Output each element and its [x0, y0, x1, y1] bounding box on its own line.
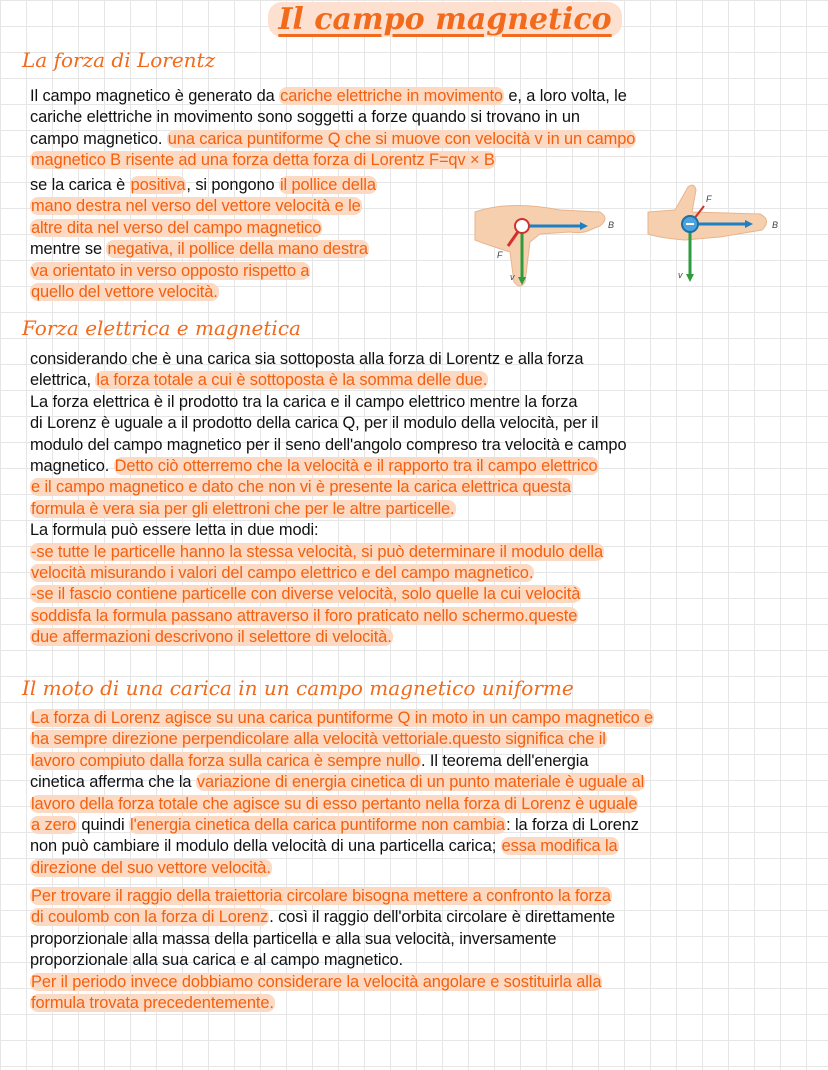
text-line — [30, 542, 626, 563]
text-line — [30, 907, 615, 928]
highlighted-text: Per trovare il raggio della traiettoria circolare bisogna mettere a confronto la forza — [31, 887, 611, 905]
heading-lorentz-force: La forza di Lorentz — [22, 48, 216, 72]
highlighted-text: e il campo magnetico e dato che non vi è presente la carica elettrica questa — [31, 478, 571, 497]
body-text: , si pongono — [186, 176, 279, 194]
body-text: La formula può essere letta in due modi: — [30, 521, 319, 540]
text-line — [30, 218, 377, 239]
text-line — [30, 239, 377, 260]
highlighted-text: cariche elettriche in movimento — [280, 87, 503, 105]
text-line — [30, 708, 654, 729]
highlighted-text: l'energia cinetica della carica puntiforme non cambia — [130, 815, 506, 834]
body-text: e, a loro volta, le — [503, 87, 627, 105]
text-line — [30, 729, 654, 750]
body-text: cinetica afferma che la — [30, 773, 196, 792]
highlighted-text: -se tutte le particelle hanno la stessa velocità, si può determinare il modulo della — [31, 542, 603, 561]
svg-text:B: B — [608, 220, 615, 230]
body-text: . così il raggio dell'orbita circolare è direttamente — [269, 908, 616, 927]
text-line — [30, 456, 626, 477]
text-line — [30, 150, 636, 171]
body-text: modulo del campo magnetico per il seno dell'angolo compreso tra velocità e campo — [30, 435, 627, 454]
highlighted-text: la forza totale a cui è sottoposta è la somma delle due. — [96, 371, 488, 390]
highlighted-text: il pollice della — [279, 176, 376, 194]
text-line — [30, 858, 654, 879]
text-line — [30, 815, 654, 836]
text-line — [30, 929, 615, 950]
right-hand-rule-figure — [470, 182, 815, 294]
text-line — [30, 196, 377, 217]
highlighted-text: a zero — [31, 815, 76, 834]
page-title: Il campo magnetico — [0, 2, 828, 37]
highlighted-text: -se il fascio contiene particelle con diverse velocità, solo quelle la cui velocità — [31, 585, 581, 604]
body-text: magnetico. — [30, 456, 114, 475]
body-text: non può cambiare il modulo della velocità di una particella carica; — [30, 837, 501, 856]
text-line — [30, 950, 615, 971]
body-text: mentre se — [30, 240, 107, 259]
highlighted-text: va orientato in verso opposto rispetto a — [31, 261, 310, 280]
text-line — [30, 584, 626, 605]
paragraph — [30, 86, 636, 172]
highlighted-text: formula trovata precedentemente. — [31, 993, 274, 1012]
text-line — [30, 772, 654, 793]
text-line — [30, 349, 626, 370]
paragraph — [30, 349, 626, 648]
highlighted-text: soddisfa la formula passano attraverso il foro praticato nello schermo.queste — [31, 606, 578, 625]
body-text: : la forza di Lorenz — [506, 815, 639, 834]
body-text: di Lorenz è uguale a il prodotto della carica Q, per il modulo della velocità, per il — [30, 414, 599, 433]
highlighted-text: Detto ciò otterremo che la velocità e il rapporto tra il campo elettrico — [114, 456, 598, 475]
highlighted-text: essa modifica la — [501, 837, 618, 856]
text-line — [30, 499, 626, 520]
body-text: campo magnetico. — [30, 129, 167, 148]
highlighted-text: lavoro compiuto dalla forza sulla carica è sempre nullo — [31, 751, 420, 770]
text-line — [30, 413, 626, 434]
highlighted-text: magnetico B risente ad una forza detta forza di Lorentz F=qv × B — [31, 151, 495, 170]
text-line — [30, 972, 615, 993]
text-line — [30, 836, 654, 857]
heading-uniform-field-motion: Il moto di una carica in un campo magnetico uniforme — [22, 676, 574, 700]
highlighted-text: formula è vera sia per gli elettroni che per le altre particelle. — [31, 499, 455, 518]
highlighted-text: positiva — [130, 176, 186, 194]
text-line — [30, 129, 636, 150]
text-line — [30, 370, 626, 391]
text-line — [30, 392, 626, 413]
highlighted-text: Per il periodo invece dobbiamo considerare la velocità angolare e sostituirla alla — [31, 972, 602, 991]
text-line — [30, 606, 626, 627]
body-text: La forza elettrica è il prodotto tra la carica e il campo elettrico mentre la forza — [30, 392, 578, 411]
highlighted-text: quello del vettore velocità. — [31, 282, 218, 301]
highlighted-text: una carica puntiforme Q che si muove con velocità v in un campo — [167, 129, 636, 148]
paragraph — [30, 886, 615, 1014]
body-text: Il campo magnetico è generato da — [30, 87, 280, 105]
highlighted-text: mano destra nel verso del vettore velocità e le — [31, 197, 361, 216]
body-text: proporzionale alla massa della particella e alla sua velocità, inversamente — [30, 929, 557, 948]
text-line — [30, 993, 615, 1014]
highlighted-text: variazione di energia cinetica di un punto materiale è uguale al — [196, 773, 645, 792]
svg-text:B: B — [772, 220, 779, 230]
highlighted-text: altre dita nel verso del campo magnetico — [31, 218, 322, 237]
body-text: . Il teorema dell'energia — [420, 751, 589, 770]
body-text: considerando che è una carica sia sottoposta alla forza di Lorentz e alla forza — [30, 350, 584, 368]
text-line — [30, 520, 626, 541]
text-line — [30, 86, 636, 107]
highlighted-text: direzione del suo vettore velocità. — [31, 858, 271, 877]
highlighted-text: di coulomb con la forza di Lorenz — [31, 908, 269, 927]
text-line — [30, 563, 626, 584]
text-line — [30, 261, 377, 282]
highlighted-text: negativa, il pollice della mano destra — [107, 240, 368, 259]
svg-text:v: v — [678, 270, 683, 280]
text-line — [30, 751, 654, 772]
positive-charge-icon — [515, 219, 529, 233]
highlighted-text: La forza di Lorenz agisce su una carica puntiforme Q in moto in un campo magnetico e — [31, 709, 654, 727]
text-line — [30, 627, 626, 648]
negative-charge-hand — [648, 185, 778, 282]
text-line — [30, 175, 377, 196]
highlighted-text: lavoro della forza totale che agisce su di esso pertanto nella forza di Lorenz è uguale — [31, 794, 638, 813]
body-text: quindi — [76, 815, 130, 834]
paragraph — [30, 175, 377, 303]
text-line — [30, 886, 615, 907]
body-text: elettrica, — [30, 371, 96, 390]
body-text: proporzionale alla sua carica e al campo magnetico. — [30, 951, 404, 970]
highlighted-text: velocità misurando i valori del campo elettrico e del campo magnetico. — [31, 563, 534, 582]
paragraph — [30, 708, 654, 879]
body-text: cariche elettriche in movimento sono soggetti a forze quando si trovano in un — [30, 108, 580, 127]
heading-electric-magnetic-force: Forza elettrica e magnetica — [22, 316, 301, 340]
text-line — [30, 435, 626, 456]
text-line — [30, 794, 654, 815]
svg-text:F: F — [706, 194, 712, 204]
highlighted-text: ha sempre direzione perpendicolare alla velocità vettoriale.questo significa che il — [31, 730, 606, 749]
positive-charge-hand — [475, 205, 614, 286]
svg-text:F: F — [497, 250, 503, 260]
text-line — [30, 282, 377, 303]
text-line — [30, 477, 626, 498]
highlighted-text: due affermazioni descrivono il selettore di velocità. — [31, 628, 392, 647]
text-line — [30, 107, 636, 128]
body-text: se la carica è — [30, 176, 130, 194]
svg-text:v: v — [510, 272, 515, 282]
